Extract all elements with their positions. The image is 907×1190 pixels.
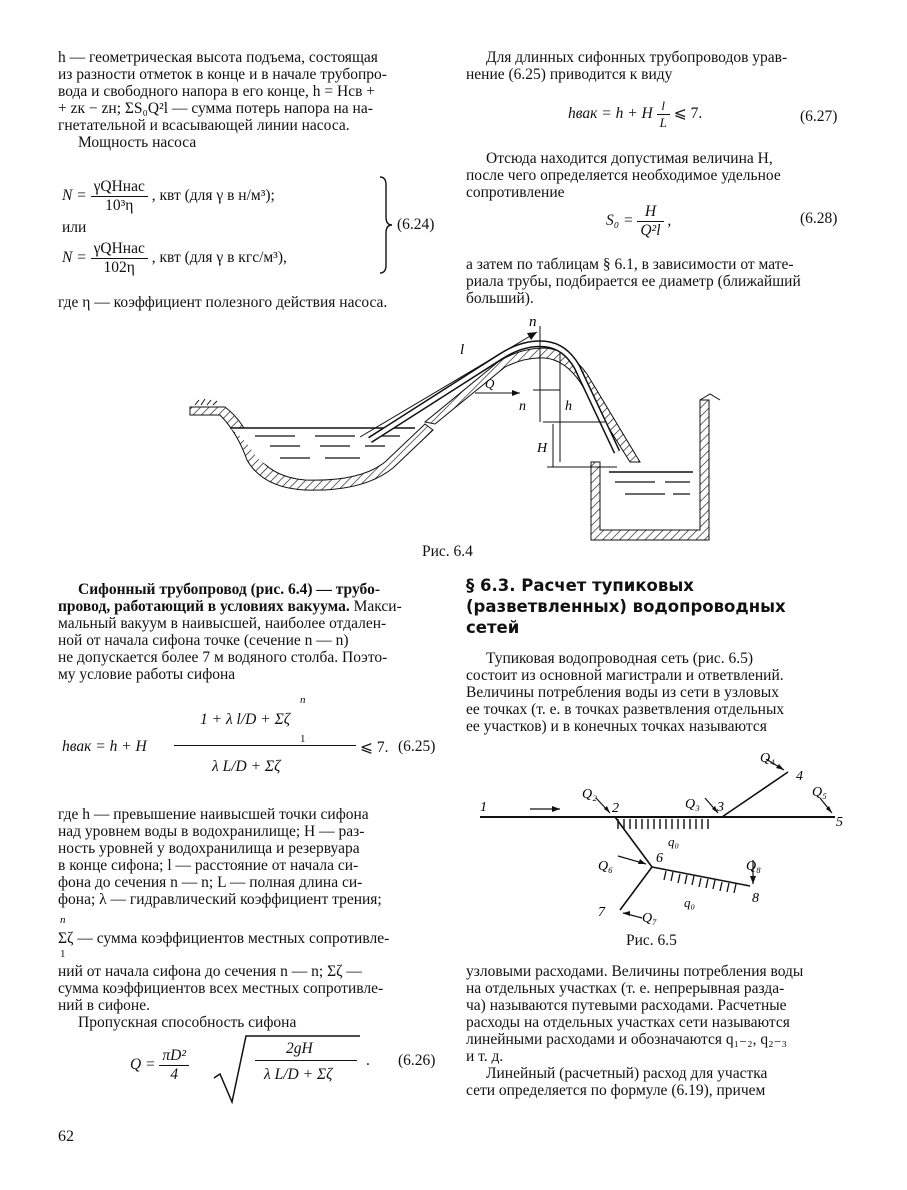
denominator: 102η xyxy=(103,259,135,276)
eq-denominator: λ L/D + Σζ xyxy=(212,758,281,775)
denominator: Q²l xyxy=(640,222,661,239)
label-Q: Q xyxy=(485,376,495,391)
denominator: 10³η xyxy=(105,197,134,214)
eq-numerator: 1 + λ l/D + Σζ xyxy=(200,711,291,728)
node-label-1: 1 xyxy=(480,800,487,815)
text-line: над уровнем воды в водохранилище; H — раз- xyxy=(58,823,365,840)
text-line: Σζ — сумма коэффициентов местных сопротивле- xyxy=(58,930,390,947)
text-line xyxy=(58,598,443,615)
text-line: сумма коэффициентов всех местных сопротивле- xyxy=(58,980,384,997)
text-line: ча) называются путевыми расходами. Расчетные xyxy=(466,997,787,1014)
distributed-load-q0: q₀ xyxy=(668,834,680,849)
numerator: πD² xyxy=(159,1047,189,1066)
node-label-5: 5 xyxy=(836,815,843,830)
sum-upper-limit: n xyxy=(300,694,306,706)
sum-lower-limit: 1 xyxy=(300,733,306,745)
sum-upper-limit: n xyxy=(60,914,66,926)
text-line: му условие работы сифона xyxy=(58,666,236,683)
flow-label-Q8: Q₈ xyxy=(746,859,761,874)
text-line: а затем по таблицам § 6.1, в зависимости от мате- xyxy=(466,256,794,273)
nodal-flows-paragraph xyxy=(466,963,848,1099)
text-line: после чего определяется необходимое удельное xyxy=(466,167,781,184)
length-l-dimension xyxy=(360,332,537,437)
text-line: из разности отметок в конце и в начале трубопро- xyxy=(58,66,387,83)
label-H: H xyxy=(537,441,548,456)
distributed-load-q0: q₀ xyxy=(684,895,696,910)
flow-label-Q2: Q₂ xyxy=(582,787,597,802)
text-line: Величины потребления воды из сети в узловых xyxy=(466,684,779,701)
text-line: и т. д. xyxy=(466,1048,504,1065)
eq-lhs: N = xyxy=(62,187,87,205)
sum-lower-limit: 1 xyxy=(60,948,66,960)
eq-rhs: ⩽ 7. xyxy=(673,105,703,123)
siphon-definition-bold: Сифонный трубопровод (рис. 6.4) — трубо- xyxy=(78,581,380,598)
eq-unit: , квт (для γ в н/м³); xyxy=(151,187,275,205)
text-line: риала трубы, подбирается ее диаметр (ближайший xyxy=(466,273,801,290)
node-label-2: 2 xyxy=(612,801,619,816)
eq-or: или xyxy=(62,219,87,236)
text-line: Для длинных сифонных трубопроводов урав- xyxy=(486,49,788,66)
text-line: ее участков) и в конечных точках называются xyxy=(466,718,767,735)
brace xyxy=(378,175,394,275)
eq-rhs: . xyxy=(366,1052,370,1069)
text-line: ний от начала сифона до сечения n — n; Σζ — xyxy=(58,963,362,980)
figure-6-4-siphon xyxy=(185,312,725,542)
text-line: ее точках (т. е. в точках разветвления отдельных xyxy=(466,701,785,718)
eq-lhs: N = xyxy=(62,249,87,267)
text-line: вода и свободного напора в его конце, h = Hсв + xyxy=(58,83,376,100)
text-line: ний в сифоне. xyxy=(58,997,150,1014)
fraction-bar xyxy=(174,745,356,746)
label-n-mid: n xyxy=(519,399,526,414)
text-line: мальный вакуум в наивысшей, наиболее отдален- xyxy=(58,615,387,632)
equation-number: (6.26) xyxy=(398,1052,436,1069)
text-run: Макси- xyxy=(349,598,402,615)
text-line: на отдельных участках (т. е. непрерывная разда- xyxy=(466,980,785,997)
equation-number: (6.27) xyxy=(800,108,838,125)
where-paragraph-2 xyxy=(58,963,443,1031)
flow-label-Q4: Q₄ xyxy=(760,752,775,766)
section-heading xyxy=(466,575,848,638)
flow-label-Q3: Q₃ xyxy=(685,797,700,812)
fraction xyxy=(657,98,670,131)
left-top-text xyxy=(58,49,438,151)
text-line: Тупиковая водопроводная сеть (рис. 6.5) xyxy=(486,650,754,667)
numerator: H xyxy=(637,203,663,222)
text-line: Мощность насоса xyxy=(78,134,197,151)
text-line: ной от начала сифона точке (сечение n — n) xyxy=(58,632,349,649)
flow-label-Q5: Q₅ xyxy=(812,785,827,800)
heading-line: § 6.3. Расчет тупиковых xyxy=(466,576,694,595)
node-label-7: 7 xyxy=(598,905,605,920)
eq-rhs: , xyxy=(667,212,672,230)
eq-lhs: Q = xyxy=(130,1056,156,1074)
equation-number: (6.24) xyxy=(397,216,435,233)
where-eta: где η — коэффициент полезного действия насоса. xyxy=(58,294,388,311)
numerator: γQHнас xyxy=(91,178,148,197)
node-label-4: 4 xyxy=(796,769,803,784)
text-line: ность уровней у водохранилища и резервуара xyxy=(58,840,360,857)
text-line: фона; λ — гидравлический коэффициент трения; xyxy=(58,891,382,908)
fraction xyxy=(91,178,148,215)
label-h: h xyxy=(565,399,572,414)
denominator: L xyxy=(659,115,667,130)
equation-number: (6.28) xyxy=(800,210,838,227)
right-top-text-3 xyxy=(466,256,848,307)
fraction xyxy=(91,240,148,277)
flow-label-Q7: Q₇ xyxy=(642,911,657,926)
label-l: l xyxy=(460,342,465,358)
denominator: 4 xyxy=(170,1066,179,1083)
numerator: γQHнас xyxy=(91,240,148,259)
text-line: сопротивление xyxy=(466,184,565,201)
where-paragraph xyxy=(58,806,443,908)
text-line: больший). xyxy=(466,290,534,307)
text-line: + zк − zн; ΣS₀Q²l — сумма потерь напора на на- xyxy=(58,100,373,117)
text-line: где h — превышение наивысшей точки сифона xyxy=(58,806,369,823)
node-label-3: 3 xyxy=(717,800,724,815)
flow-label-Q6: Q₆ xyxy=(598,859,613,874)
text-line: Линейный (расчетный) расход для участка xyxy=(486,1065,768,1082)
text-line: гнетательной и всасывающей линии насоса. xyxy=(58,117,350,134)
text-line: фона до сечения n — n; L — полная длина си- xyxy=(58,874,363,891)
text-line: нение (6.25) приводится к виду xyxy=(466,66,673,83)
eq-unit: , квт (для γ в кгс/м³), xyxy=(151,249,287,267)
siphon-definition-bold: провод, работающий в условиях вакуума. xyxy=(58,598,350,615)
fraction-bar xyxy=(255,1060,357,1061)
fraction xyxy=(159,1047,189,1084)
text-line: линейными расходами и обозначаются q₁₋₂, q₂₋₃ xyxy=(466,1031,788,1048)
label-n-top: n xyxy=(529,314,537,330)
figure-6-5-caption: Рис. 6.5 xyxy=(626,932,677,949)
right-top-text-2 xyxy=(466,150,848,201)
numerator: l xyxy=(657,98,670,115)
eq-lhs: hвак = h + H xyxy=(568,105,653,123)
radicand-denominator: λ L/D + Σζ xyxy=(264,1066,333,1083)
equation-number: (6.25) xyxy=(398,738,436,755)
fraction xyxy=(637,203,663,240)
node-label-6: 6 xyxy=(656,851,663,866)
right-top-text xyxy=(466,49,848,83)
text-line: h — геометрическая высота подъема, состоящая xyxy=(58,49,378,66)
text-line: Отсюда находится допустимая величина H, xyxy=(486,150,773,167)
text-line: сети определяется по формуле (6.19), причем xyxy=(466,1082,766,1099)
text-line: в конце сифона; l — расстояние от начала си- xyxy=(58,857,359,874)
text-line: состоит из основной магистрали и ответвлений. xyxy=(466,667,784,684)
embankment xyxy=(425,348,640,462)
figure-6-5-network xyxy=(470,752,855,930)
heading-line: сетей xyxy=(466,618,520,637)
network-paragraph xyxy=(466,650,848,735)
text-line xyxy=(58,581,443,598)
eq-rhs: ⩽ 7. xyxy=(360,739,389,756)
text-line: не допускается более 7 м водяного столба. Поэто- xyxy=(58,649,388,666)
page-number: 62 xyxy=(58,1128,74,1145)
heading-line: (разветвленных) водопроводных xyxy=(466,597,786,616)
node-label-8: 8 xyxy=(752,891,759,906)
text-line: узловыми расходами. Величины потребления воды xyxy=(466,963,804,980)
siphon-paragraph xyxy=(58,581,443,683)
figure-6-4-caption: Рис. 6.4 xyxy=(422,543,473,560)
radicand-numerator: 2gH xyxy=(286,1040,313,1057)
text-line: Пропускная способность сифона xyxy=(78,1014,297,1031)
eq-lhs: S₀ = xyxy=(606,212,634,230)
eq-lhs: hвак = h + H xyxy=(62,738,147,755)
text-line: расходы на отдельных участках сети называются xyxy=(466,1014,790,1031)
